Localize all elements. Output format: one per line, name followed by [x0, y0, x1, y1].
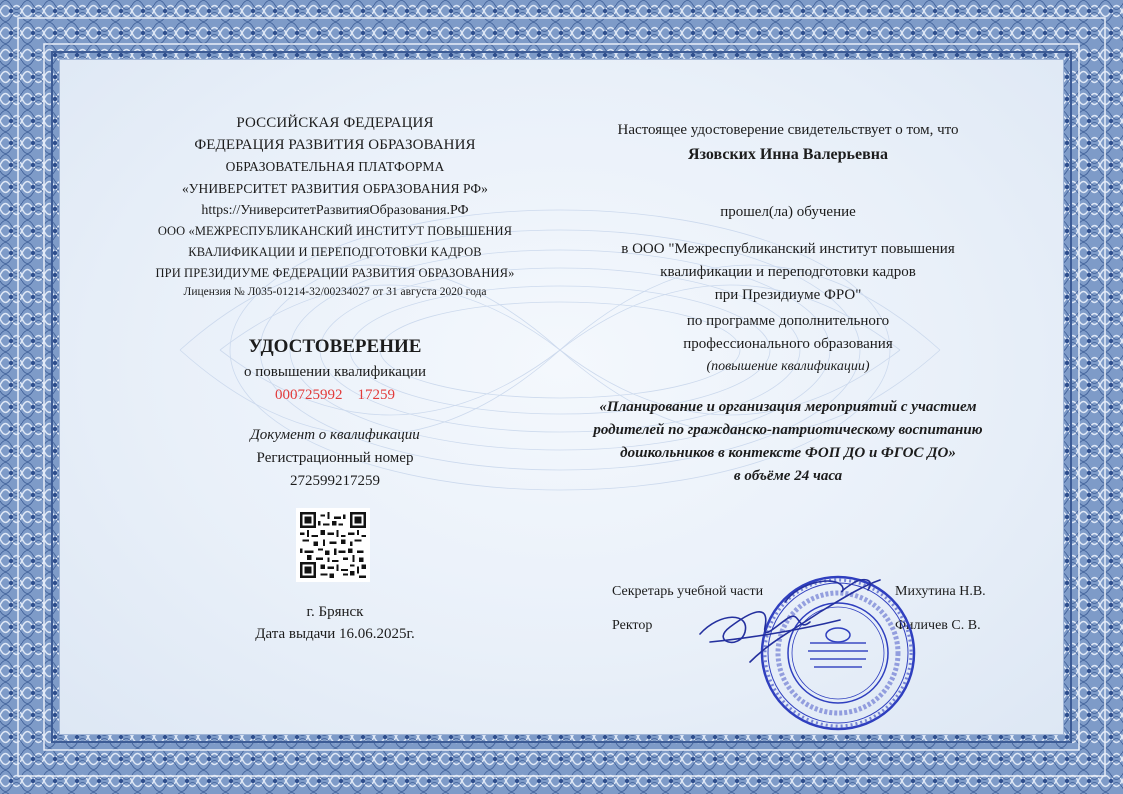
institute-line-2: КВАЛИФИКАЦИИ И ПЕРЕПОДГОТОВКИ КАДРОВ	[188, 245, 482, 259]
issue-date: Дата выдачи 16.06.2025г.	[255, 626, 415, 642]
qr-code-icon	[296, 508, 370, 582]
training-status: прошел(ла) обучение	[720, 204, 856, 220]
organization-line-3: при Президиуме ФРО"	[714, 287, 862, 303]
certify-intro: Настоящее удостоверение свидетельствует о том, что	[617, 122, 959, 138]
license-text: Лицензия № Л035-01214-32/00234027 от 31 августа 2020 года	[183, 286, 487, 298]
organization-line-2: квалификации и переподготовки кадров	[660, 264, 916, 280]
document-kind: Документ о квалификации	[250, 427, 420, 443]
document-subtitle: о повышении квалификации	[244, 364, 426, 380]
course-title-line-2: родителей по гражданско-патриотическому воспитанию	[593, 422, 983, 438]
serial-number: 000725992 17259	[275, 387, 395, 403]
secretary-label: Секретарь учебной части	[612, 584, 764, 599]
organization-line-1: в ООО "Межреспубликанский институт повышения	[621, 241, 955, 257]
institute-line-1: ООО «МЕЖРЕСПУБЛИКАНСКИЙ ИНСТИТУТ ПОВЫШЕНИЯ	[157, 224, 513, 238]
platform-name: «УНИВЕРСИТЕТ РАЗВИТИЯ ОБРАЗОВАНИЯ РФ»	[181, 181, 489, 196]
country-title: РОССИЙСКАЯ ФЕДЕРАЦИЯ	[236, 115, 434, 131]
program-line-2: профессионального образования	[683, 336, 893, 352]
platform-label: ОБРАЗОВАТЕЛЬНАЯ ПЛАТФОРМА	[225, 159, 445, 174]
document-title: УДОСТОВЕРЕНИЕ	[248, 336, 422, 357]
rector-label: Ректор	[612, 618, 653, 633]
course-hours: в объёме 24 часа	[733, 468, 843, 484]
program-line-1: по программе дополнительного	[686, 313, 890, 329]
recipient-name: Язовских Инна Валерьевна	[688, 146, 888, 163]
institute-line-3: ПРИ ПРЕЗИДИУМЕ ФЕДЕРАЦИИ РАЗВИТИЯ ОБРАЗОВАНИЯ»	[155, 266, 515, 280]
registration-number: 272599217259	[290, 473, 380, 489]
program-type: (повышение квалификации)	[706, 359, 870, 374]
platform-url: https://УниверситетРазвитияОбразования.РФ	[201, 203, 469, 218]
course-title-line-1: «Планирование и организация мероприятий с участием	[599, 399, 977, 415]
city: г. Брянск	[306, 604, 364, 620]
federation-title: ФЕДЕРАЦИЯ РАЗВИТИЯ ОБРАЗОВАНИЯ	[194, 137, 476, 153]
rector-name: Филичев С. В.	[895, 618, 981, 633]
signature-icon	[690, 572, 890, 672]
course-title-line-3: дошкольников в контексте ФОП ДО и ФГОС ДО»	[620, 445, 956, 461]
registration-label: Регистрационный номер	[256, 450, 414, 466]
secretary-name: Михутина Н.В.	[895, 584, 986, 599]
